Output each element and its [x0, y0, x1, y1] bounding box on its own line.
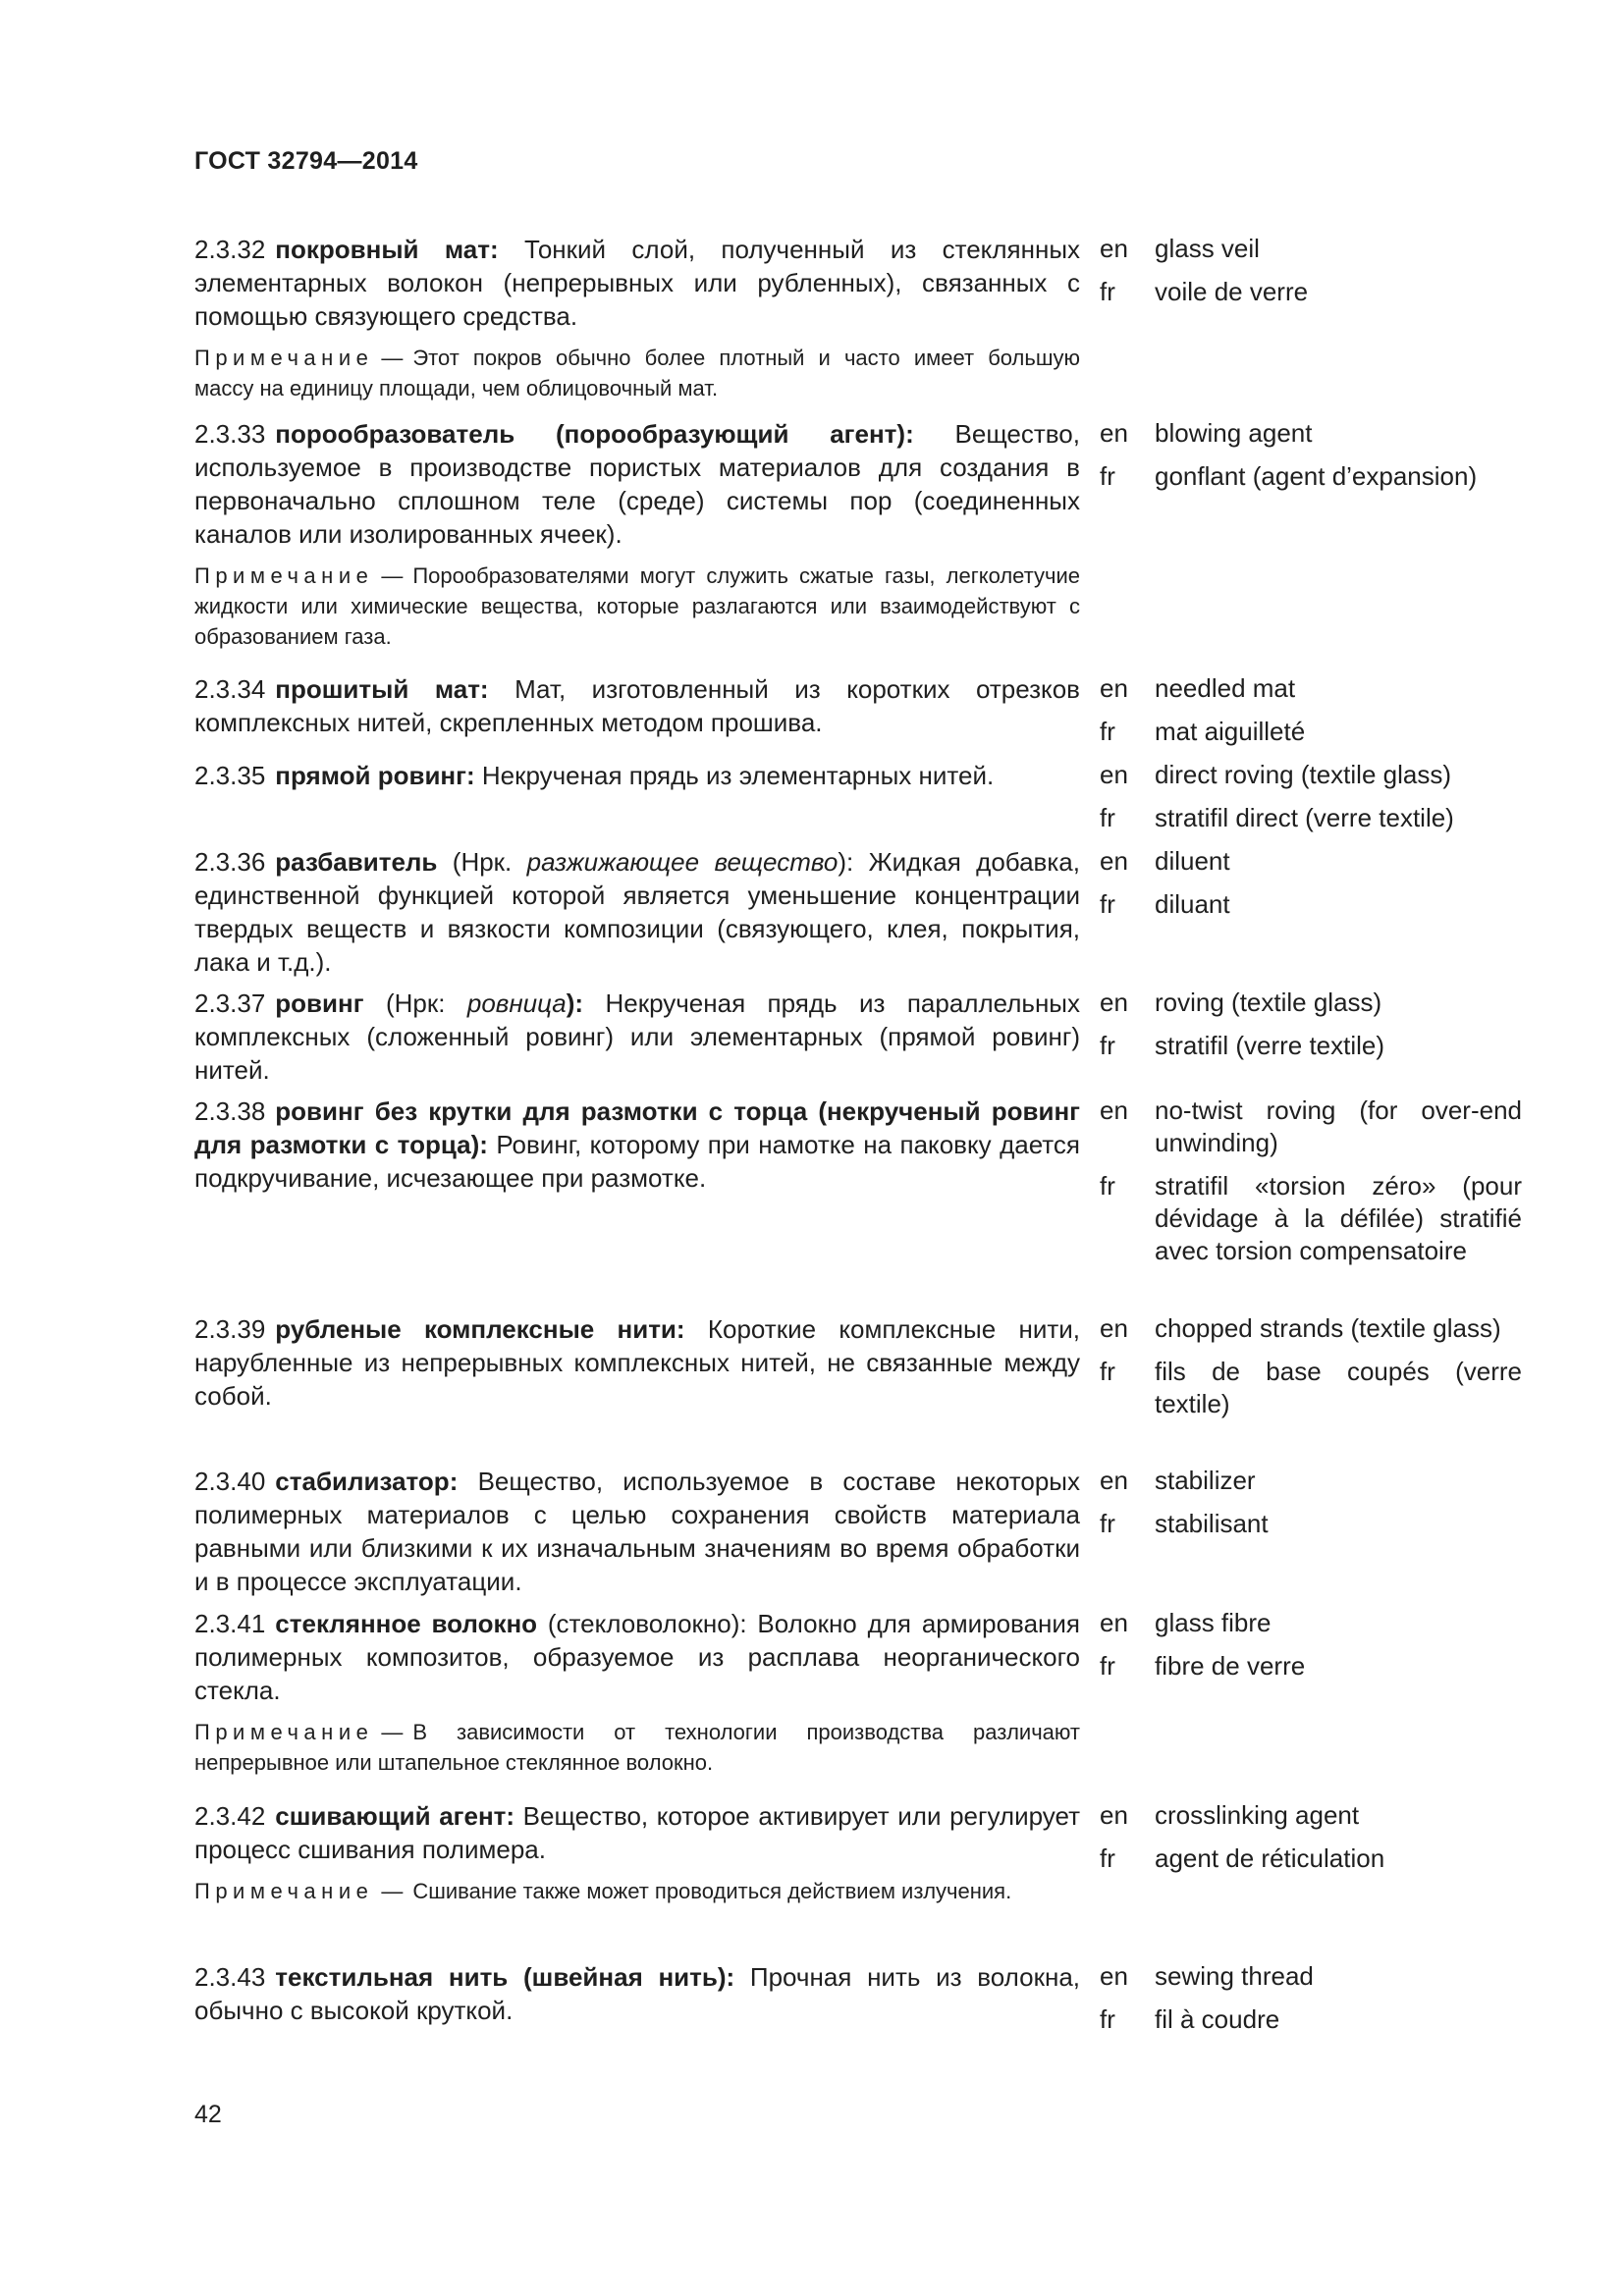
- term-title: порообразователь (порообразующий агент):: [275, 419, 914, 449]
- equivalent-en: en no-twist roving (for over-end unwinding): [1100, 1095, 1522, 1157]
- equivalent-en: en glass veil: [1100, 233, 1522, 265]
- deprecated-term: ровница: [466, 988, 567, 1018]
- equivalent-fr-text: gonflant (agent d’expansion): [1155, 461, 1478, 491]
- definition-text: Прочная нить из волокна, обычно с высокой круткой.: [194, 1962, 1081, 2025]
- equivalent-fr: fr fils de base coupés (verre textile): [1100, 1357, 1522, 1418]
- term-title: сшивающий агент:: [275, 1801, 515, 1831]
- equivalent-en-text: no-twist roving (for over-end unwinding): [1155, 1095, 1522, 1157]
- definition-text: Ровинг, которому при намотке на паковку дается подкручивание, исчезающее при размотке.: [194, 1130, 1080, 1193]
- equivalent-fr: fr stabilisant: [1100, 1508, 1522, 1540]
- definition-text: Вещество, используемое в производстве пористых материалов для создания в первоначально сплошном теле (среде) системы пор (соединенных каналов или изолированных ячеек).: [194, 419, 1080, 549]
- term-definition: [194, 845, 1080, 979]
- equivalents: [1100, 672, 1522, 759]
- definition-text: Некрученая прядь из элементарных нитей.: [474, 761, 995, 790]
- term-definition: [194, 1607, 1080, 1707]
- equivalent-en: en chopped strands (textile glass): [1100, 1312, 1522, 1345]
- equivalents: [1100, 1312, 1522, 1465]
- term-note: [194, 561, 1080, 652]
- term-title: ровинг: [275, 988, 364, 1018]
- note-dash: —: [381, 1720, 404, 1744]
- equivalent-fr: fr voile de verre: [1100, 276, 1522, 308]
- page-number: 42: [194, 2101, 222, 2128]
- equivalents: [1100, 1465, 1522, 1607]
- term-entry: [194, 417, 1522, 659]
- definition-text: Тонкий слой, полученный из стеклянных элементарных волокон (непрерывных или рубленных), связанных с помощью связующего средства.: [194, 235, 1081, 331]
- term-title: прошитый мат:: [275, 674, 489, 704]
- equivalents: [1100, 1095, 1522, 1312]
- equivalents: [1100, 845, 1522, 987]
- equivalent-fr: fr gonflant (agent d’expansion): [1100, 460, 1522, 493]
- equivalent-fr-text: stratifil direct (verre textile): [1155, 803, 1454, 832]
- term-definition: [194, 233, 1080, 333]
- equivalent-fr: fr mat aiguilleté: [1100, 716, 1522, 748]
- term-title: ровинг без крутки для размотки с торца (некрученый ровинг для размотки с торца):: [194, 1096, 1080, 1159]
- equivalent-en-text: glass fibre: [1155, 1608, 1272, 1637]
- term-note: [194, 1717, 1080, 1778]
- note-label: Примечание: [194, 1879, 374, 1903]
- equivalent-fr-text: stratifil (verre textile): [1155, 1031, 1385, 1060]
- note-text: Этот покров обычно более плотный и часто имеет большую массу на единицу площади, чем облицовочный мат.: [194, 346, 1080, 400]
- equivalent-en: en direct roving (textile glass): [1100, 759, 1522, 791]
- equivalents: [1100, 233, 1522, 403]
- note-text: Сшивание также может проводиться действием излучения.: [412, 1879, 1012, 1903]
- note-label: Примечание: [194, 1720, 374, 1744]
- equivalent-fr-text: stratifil «torsion zéro» (pour dévidage à la défilée) stratifié avec torsion compensatoire: [1155, 1171, 1522, 1265]
- equivalent-en: en roving (textile glass): [1100, 987, 1522, 1019]
- term-entry: [194, 1465, 1522, 1607]
- equivalent-en: en crosslinking agent: [1100, 1799, 1522, 1832]
- equivalent-fr-text: voile de verre: [1155, 277, 1309, 306]
- term-definition: [194, 1465, 1080, 1598]
- term-number: 2.3.39: [194, 1314, 266, 1344]
- equivalent-fr-text: stabilisant: [1155, 1509, 1269, 1538]
- term-definition: [194, 417, 1080, 551]
- term-number: 2.3.35: [194, 761, 266, 790]
- term-entry: [194, 845, 1522, 987]
- term-number: 2.3.38: [194, 1096, 266, 1126]
- term-title: стабилизатор:: [275, 1467, 459, 1496]
- term-definition: [194, 672, 1080, 739]
- term-title: разбавитель: [275, 847, 438, 877]
- equivalent-en: en needled mat: [1100, 672, 1522, 705]
- term-definition: [194, 1095, 1080, 1195]
- term-title: стеклянное волокно: [275, 1609, 538, 1638]
- term-entry: [194, 759, 1522, 845]
- equivalent-fr-text: agent de réticulation: [1155, 1843, 1385, 1873]
- equivalent-fr: fr stratifil (verre textile): [1100, 1030, 1522, 1062]
- equivalent-en: en stabilizer: [1100, 1465, 1522, 1497]
- definition-text: : Волокно для армирования полимерных композитов, образуемое из расплава неорганического стекла.: [194, 1609, 1080, 1705]
- term-entry: [194, 1095, 1522, 1312]
- term-entry: [194, 1607, 1522, 1799]
- term-number: 2.3.32: [194, 235, 266, 264]
- note-text: Порообразователями могут служить сжатые газы, легколетучие жидкости или химические вещества, которые разлагаются или взаимодействуют с образованием газа.: [194, 563, 1080, 649]
- equivalent-fr: fr stratifil direct (verre textile): [1100, 802, 1522, 834]
- equivalent-fr-text: fibre de verre: [1155, 1651, 1306, 1681]
- term-definition: [194, 1960, 1080, 2027]
- note-dash: —: [381, 1879, 404, 1903]
- equivalent-en-text: diluent: [1155, 846, 1230, 876]
- equivalent-fr: fr diluant: [1100, 888, 1522, 921]
- alt-prefix: (стекловолокно): [537, 1609, 740, 1638]
- equivalent-en-text: crosslinking agent: [1155, 1800, 1360, 1830]
- term-note: [194, 343, 1080, 403]
- document-header: ГОСТ 32794—2014: [194, 147, 418, 175]
- equivalent-en-text: needled mat: [1155, 673, 1296, 703]
- term-definition: [194, 1312, 1080, 1413]
- equivalent-fr: fr fibre de verre: [1100, 1650, 1522, 1682]
- equivalent-fr: fr agent de réticulation: [1100, 1842, 1522, 1875]
- term-entry: [194, 233, 1522, 403]
- term-title: рубленые комплексные нити:: [275, 1314, 685, 1344]
- term-definition: [194, 1799, 1080, 1866]
- note-label: Примечание: [194, 346, 374, 370]
- equivalent-en-text: roving (textile glass): [1155, 988, 1382, 1017]
- equivalents: [1100, 1960, 1522, 2047]
- equivalents: [1100, 417, 1522, 659]
- definition-text: Вещество, используемое в составе некоторых полимерных материалов с целью сохранения свойств материала равными или близкими к их изначальным значениям во время обработки и в процессе эксплуатации.: [194, 1467, 1080, 1596]
- note-dash: —: [381, 346, 404, 370]
- term-number: 2.3.36: [194, 847, 266, 877]
- equivalent-en: en blowing agent: [1100, 417, 1522, 450]
- equivalent-en-text: direct roving (textile glass): [1155, 760, 1451, 789]
- term-entry: [194, 672, 1522, 759]
- equivalent-fr: fr stratifil «torsion zéro» (pour dévidage à la défilée) stratifié avec torsion compensatoire: [1100, 1171, 1522, 1265]
- term-entries: [194, 233, 1522, 2047]
- note-label: Примечание: [194, 563, 374, 588]
- equivalent-en-text: sewing thread: [1155, 1961, 1314, 1991]
- term-note: [194, 1876, 1080, 1906]
- equivalent-en-text: blowing agent: [1155, 418, 1313, 448]
- equivalents: [1100, 987, 1522, 1095]
- equivalent-fr-text: fil à coudre: [1155, 2004, 1280, 2034]
- equivalent-en: en sewing thread: [1100, 1960, 1522, 1993]
- equivalent-fr-text: diluant: [1155, 889, 1230, 919]
- equivalents: [1100, 759, 1522, 845]
- term-number: 2.3.40: [194, 1467, 266, 1496]
- term-number: 2.3.33: [194, 419, 266, 449]
- deprecated-term: разжижающее вещество: [526, 847, 839, 877]
- equivalent-fr-text: fils de base coupés (verre textile): [1155, 1357, 1522, 1418]
- note-dash: —: [381, 563, 404, 588]
- equivalent-fr: fr fil à coudre: [1100, 2003, 1522, 2036]
- term-number: 2.3.42: [194, 1801, 266, 1831]
- term-number: 2.3.43: [194, 1962, 266, 1992]
- term-title: покровный мат:: [275, 235, 499, 264]
- equivalent-en: en glass fibre: [1100, 1607, 1522, 1639]
- note-text: В зависимости от технологии производства различают непрерывное или штапельное стеклянное волокно.: [194, 1720, 1080, 1775]
- term-number: 2.3.37: [194, 988, 266, 1018]
- alt-prefix: (Нрк:: [363, 988, 467, 1018]
- term-title: текстильная нить (швейная нить):: [275, 1962, 735, 1992]
- definition-text: Некрученая прядь из параллельных комплексных (сложенный ровинг) или элементарных (прямой ровинг) нитей.: [194, 988, 1080, 1085]
- equivalent-en-text: glass veil: [1155, 234, 1260, 263]
- alt-suffix: ):: [566, 988, 584, 1018]
- term-title: прямой ровинг:: [275, 761, 475, 790]
- term-definition: [194, 759, 1080, 792]
- equivalent-en: en diluent: [1100, 845, 1522, 878]
- equivalent-en-text: stabilizer: [1155, 1466, 1256, 1495]
- term-number: 2.3.34: [194, 674, 266, 704]
- definition-text: Короткие комплексные нити, нарубленные из непрерывных комплексных нитей, не связанные между собой.: [194, 1314, 1080, 1411]
- term-entry: [194, 1799, 1522, 1960]
- term-entry: [194, 1312, 1522, 1465]
- equivalents: [1100, 1799, 1522, 1960]
- definition-text: ): Жидкая добавка, единственной функцией которой является уменьшение концентрации твердых веществ и вязкости композиции (связующего, клея, покрытия, лака и т.д.).: [194, 847, 1080, 977]
- equivalent-en-text: chopped strands (textile glass): [1155, 1313, 1501, 1343]
- term-entry: [194, 987, 1522, 1095]
- definition-text: Вещество, которое активирует или регулирует процесс сшивания полимера.: [194, 1801, 1080, 1864]
- equivalent-fr-text: mat aiguilleté: [1155, 717, 1306, 746]
- definition-text: Мат, изготовленный из коротких отрезков комплексных нитей, скрепленных методом прошива.: [194, 674, 1080, 737]
- alt-prefix: (Нрк.: [437, 847, 527, 877]
- equivalents: [1100, 1607, 1522, 1799]
- term-definition: [194, 987, 1080, 1087]
- term-number: 2.3.41: [194, 1609, 266, 1638]
- term-entry: [194, 1960, 1522, 2047]
